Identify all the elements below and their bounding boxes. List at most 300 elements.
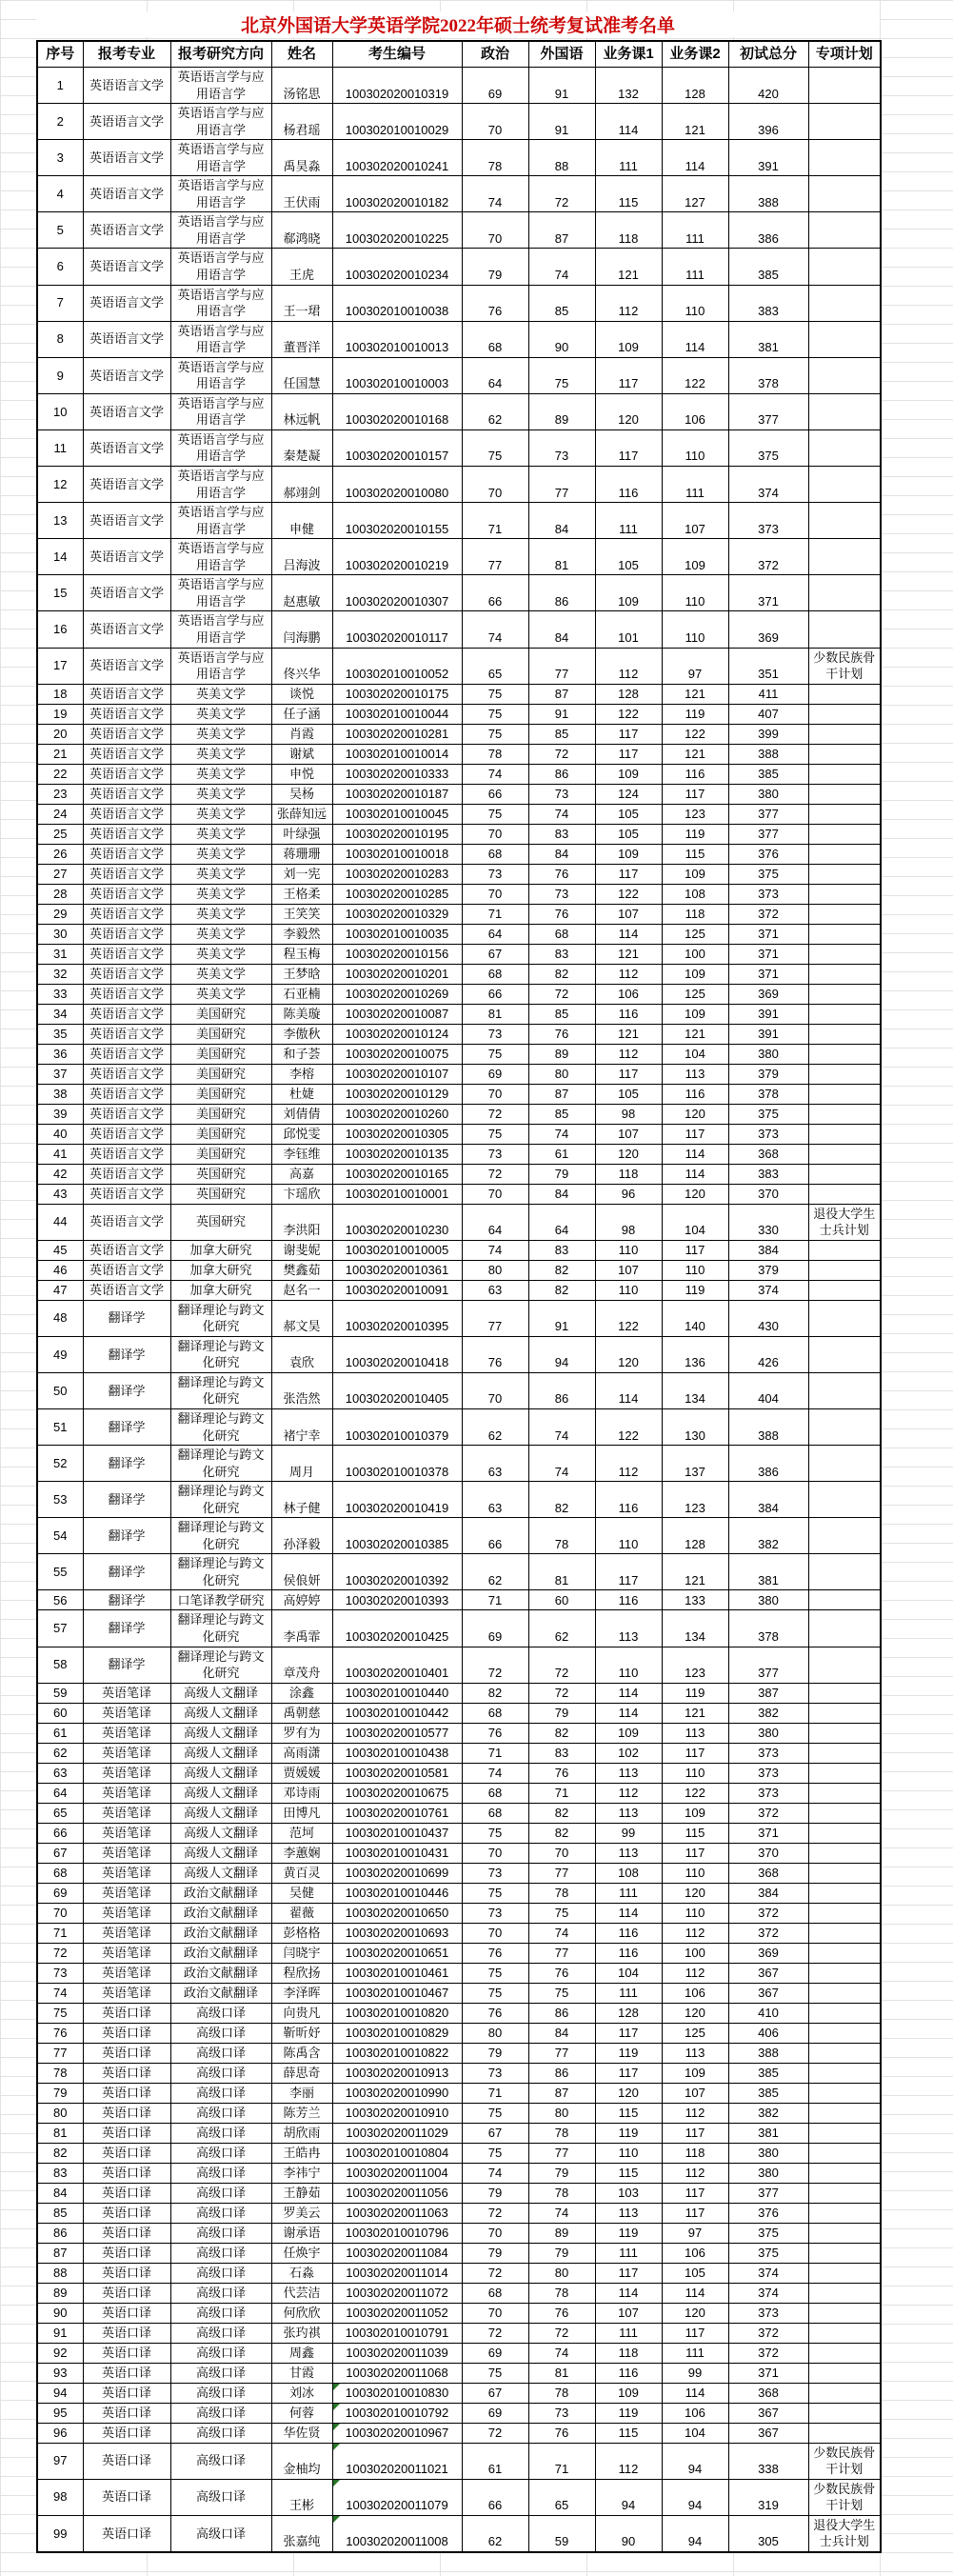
table-row <box>37 1446 881 1482</box>
name-cell: 杜婕 <box>271 1084 332 1104</box>
course2-score-cell: 109 <box>662 1803 728 1823</box>
name-cell: 张玓祺 <box>271 2323 332 2343</box>
serial-cell: 63 <box>37 1763 83 1783</box>
serial-cell: 24 <box>37 804 83 824</box>
name-cell: 刘一宪 <box>271 864 332 884</box>
major-cell: 英语口译 <box>83 2323 170 2343</box>
serial-cell: 35 <box>37 1024 83 1044</box>
course2-score-cell: 119 <box>662 1280 728 1300</box>
serial-cell: 5 <box>37 212 83 249</box>
serial-cell: 40 <box>37 1124 83 1144</box>
candidate-no-cell: 100302010010013 <box>332 321 462 357</box>
special-plan-cell <box>808 944 881 964</box>
table-row <box>37 964 881 984</box>
politics-score-cell: 63 <box>462 1280 528 1300</box>
course1-score-cell: 111 <box>595 1883 662 1903</box>
direction-cell: 加拿大研究 <box>170 1240 271 1260</box>
major-cell: 英语语言文学 <box>83 1084 170 1104</box>
serial-cell: 79 <box>37 2083 83 2103</box>
table-row <box>37 2143 881 2163</box>
course1-score-cell: 120 <box>595 2083 662 2103</box>
candidate-no-cell: 100302020010135 <box>332 1144 462 1164</box>
table-row <box>37 467 881 503</box>
candidate-no-cell: 100302020010269 <box>332 984 462 1004</box>
course1-score-cell: 111 <box>595 1983 662 2003</box>
serial-cell: 94 <box>37 2383 83 2403</box>
name-cell: 李洪阳 <box>271 1204 332 1240</box>
politics-score-cell: 74 <box>462 176 528 212</box>
course1-score-cell: 107 <box>595 904 662 924</box>
name-cell: 李傲秋 <box>271 1024 332 1044</box>
serial-cell: 92 <box>37 2343 83 2363</box>
direction-cell: 政治文献翻译 <box>170 1883 271 1903</box>
table-row <box>37 321 881 357</box>
name-cell: 谢承语 <box>271 2223 332 2243</box>
serial-cell: 78 <box>37 2063 83 2083</box>
total-score-cell: 367 <box>728 1963 808 1983</box>
name-cell: 谢斐妮 <box>271 1240 332 1260</box>
major-cell: 英语语言文学 <box>83 1124 170 1144</box>
direction-cell: 加拿大研究 <box>170 1260 271 1280</box>
major-cell: 英语语言文学 <box>83 176 170 212</box>
course2-score-cell: 125 <box>662 984 728 1004</box>
course2-score-cell: 100 <box>662 1943 728 1963</box>
candidate-no-cell: 100302020010581 <box>332 1763 462 1783</box>
course1-score-cell: 110 <box>595 1647 662 1683</box>
name-cell: 金柚均 <box>271 2443 332 2479</box>
politics-score-cell: 66 <box>462 1518 528 1554</box>
name-cell: 汤铭思 <box>271 68 332 104</box>
politics-score-cell: 79 <box>462 2043 528 2063</box>
course1-score-cell: 111 <box>595 503 662 539</box>
course2-score-cell: 140 <box>662 1300 728 1336</box>
total-score-cell: 385 <box>728 249 808 285</box>
course2-score-cell: 134 <box>662 1372 728 1408</box>
candidate-no-cell: 100302020010195 <box>332 824 462 844</box>
direction-cell: 英美文学 <box>170 784 271 804</box>
name-cell: 吴杨 <box>271 784 332 804</box>
major-cell: 英语语言文学 <box>83 744 170 764</box>
major-cell: 英语口译 <box>83 2403 170 2423</box>
name-cell: 何蓉 <box>271 2403 332 2423</box>
foreign-lang-score-cell: 89 <box>528 1044 595 1064</box>
course1-score-cell: 115 <box>595 2163 662 2183</box>
special-plan-cell <box>808 1647 881 1683</box>
total-score-cell: 330 <box>728 1204 808 1240</box>
candidate-no-cell: 100302020010230 <box>332 1204 462 1240</box>
name-cell: 程欣扬 <box>271 1963 332 1983</box>
foreign-lang-score-cell: 89 <box>528 393 595 429</box>
total-score-cell: 372 <box>728 2343 808 2363</box>
special-plan-cell <box>808 804 881 824</box>
course2-score-cell: 110 <box>662 285 728 321</box>
course2-score-cell: 112 <box>662 1963 728 1983</box>
course1-score-cell: 114 <box>595 924 662 944</box>
green-corner-marker-icon <box>333 2480 340 2486</box>
foreign-lang-score-cell: 85 <box>528 724 595 744</box>
direction-cell: 英美文学 <box>170 724 271 744</box>
politics-score-cell: 66 <box>462 784 528 804</box>
table-row <box>37 1144 881 1164</box>
total-score-cell: 305 <box>728 2515 808 2552</box>
course2-score-cell: 117 <box>662 1124 728 1144</box>
major-cell: 英语语言文学 <box>83 1144 170 1164</box>
table-row <box>37 704 881 724</box>
name-cell: 范坷 <box>271 1823 332 1843</box>
table-row <box>37 1703 881 1723</box>
name-cell: 任国慧 <box>271 357 332 393</box>
candidate-no-cell: 100302020010425 <box>332 1610 462 1647</box>
special-plan-cell <box>808 984 881 1004</box>
course2-score-cell: 120 <box>662 1184 728 1204</box>
total-score-cell: 373 <box>728 1783 808 1803</box>
direction-cell: 英美文学 <box>170 984 271 1004</box>
direction-cell: 英语语言学与应用语言学 <box>170 249 271 285</box>
special-plan-cell <box>808 1554 881 1590</box>
special-plan-cell <box>808 285 881 321</box>
serial-cell: 52 <box>37 1446 83 1482</box>
politics-score-cell: 70 <box>462 884 528 904</box>
special-plan-cell <box>808 1703 881 1723</box>
serial-cell: 33 <box>37 984 83 1004</box>
direction-cell: 英语语言学与应用语言学 <box>170 393 271 429</box>
special-plan-cell <box>808 393 881 429</box>
column-header: 初试总分 <box>728 41 808 68</box>
direction-cell: 高级人文翻译 <box>170 1803 271 1823</box>
course1-score-cell: 110 <box>595 1280 662 1300</box>
direction-cell: 翻译理论与跨文化研究 <box>170 1482 271 1518</box>
serial-cell: 77 <box>37 2043 83 2063</box>
direction-cell: 美国研究 <box>170 1144 271 1164</box>
foreign-lang-score-cell: 71 <box>528 1783 595 1803</box>
table-row <box>37 575 881 611</box>
direction-cell: 英语语言学与应用语言学 <box>170 503 271 539</box>
special-plan-cell <box>808 1803 881 1823</box>
total-score-cell: 379 <box>728 1260 808 1280</box>
foreign-lang-score-cell: 82 <box>528 1723 595 1743</box>
course1-score-cell: 121 <box>595 944 662 964</box>
table-row <box>37 539 881 575</box>
table-row <box>37 1024 881 1044</box>
major-cell: 英语语言文学 <box>83 467 170 503</box>
course2-score-cell: 114 <box>662 1144 728 1164</box>
direction-cell: 高级人文翻译 <box>170 1763 271 1783</box>
serial-cell: 95 <box>37 2403 83 2423</box>
direction-cell: 英美文学 <box>170 964 271 984</box>
table-row <box>37 611 881 648</box>
table-row <box>37 1260 881 1280</box>
special-plan-cell <box>808 140 881 176</box>
name-cell: 叶绿强 <box>271 824 332 844</box>
candidate-no-cell: 100302020011004 <box>332 2163 462 2183</box>
course1-score-cell: 116 <box>595 1004 662 1024</box>
major-cell: 英语语言文学 <box>83 924 170 944</box>
foreign-lang-score-cell: 86 <box>528 2003 595 2023</box>
table-row <box>37 1336 881 1372</box>
name-cell: 陈芳兰 <box>271 2103 332 2123</box>
total-score-cell: 367 <box>728 1983 808 2003</box>
major-cell: 英语语言文学 <box>83 68 170 104</box>
foreign-lang-score-cell: 91 <box>528 704 595 724</box>
major-cell: 英语语言文学 <box>83 575 170 611</box>
major-cell: 英语语言文学 <box>83 884 170 904</box>
table-row <box>37 357 881 393</box>
table-row <box>37 1590 881 1610</box>
politics-score-cell: 70 <box>462 1184 528 1204</box>
name-cell: 任焕宇 <box>271 2243 332 2263</box>
special-plan-cell <box>808 2323 881 2343</box>
foreign-lang-score-cell: 84 <box>528 611 595 648</box>
table-row <box>37 1164 881 1184</box>
table-row <box>37 393 881 429</box>
column-header: 序号 <box>37 41 83 68</box>
total-score-cell: 380 <box>728 1044 808 1064</box>
course2-score-cell: 110 <box>662 1863 728 1883</box>
serial-cell: 91 <box>37 2323 83 2343</box>
serial-cell: 11 <box>37 429 83 466</box>
direction-cell: 高级口译 <box>170 2479 271 2515</box>
table-row <box>37 2123 881 2143</box>
name-cell: 和子荟 <box>271 1044 332 1064</box>
name-cell: 禹昊淼 <box>271 140 332 176</box>
name-cell: 贾媛媛 <box>271 1763 332 1783</box>
serial-cell: 98 <box>37 2479 83 2515</box>
direction-cell: 翻译理论与跨文化研究 <box>170 1610 271 1647</box>
table-row <box>37 2479 881 2515</box>
course2-score-cell: 111 <box>662 249 728 285</box>
name-cell: 董晋洋 <box>271 321 332 357</box>
course2-score-cell: 110 <box>662 1763 728 1783</box>
table-row <box>37 2203 881 2223</box>
course1-score-cell: 121 <box>595 249 662 285</box>
total-score-cell: 382 <box>728 2103 808 2123</box>
foreign-lang-score-cell: 80 <box>528 1064 595 1084</box>
serial-cell: 89 <box>37 2283 83 2303</box>
course2-score-cell: 116 <box>662 764 728 784</box>
direction-cell: 英国研究 <box>170 1164 271 1184</box>
major-cell: 英语语言文学 <box>83 285 170 321</box>
course1-score-cell: 112 <box>595 1783 662 1803</box>
politics-score-cell: 69 <box>462 2343 528 2363</box>
foreign-lang-score-cell: 84 <box>528 1184 595 1204</box>
foreign-lang-score-cell: 78 <box>528 1518 595 1554</box>
course1-score-cell: 117 <box>595 744 662 764</box>
table-row <box>37 824 881 844</box>
serial-cell: 97 <box>37 2443 83 2479</box>
table-row <box>37 2023 881 2043</box>
candidate-no-cell: 100302010010014 <box>332 744 462 764</box>
table-row <box>37 1104 881 1124</box>
major-cell: 翻译学 <box>83 1482 170 1518</box>
direction-cell: 美国研究 <box>170 1084 271 1104</box>
name-cell: 涂鑫 <box>271 1683 332 1703</box>
serial-cell: 1 <box>37 68 83 104</box>
course2-score-cell: 133 <box>662 1590 728 1610</box>
course1-score-cell: 132 <box>595 68 662 104</box>
name-cell: 王彬 <box>271 2479 332 2515</box>
course1-score-cell: 113 <box>595 1803 662 1823</box>
foreign-lang-score-cell: 76 <box>528 1024 595 1044</box>
special-plan-cell <box>808 764 881 784</box>
direction-cell: 高级口译 <box>170 2223 271 2243</box>
politics-score-cell: 74 <box>462 611 528 648</box>
course1-score-cell: 114 <box>595 1703 662 1723</box>
candidate-no-cell: 100302010010378 <box>332 1446 462 1482</box>
serial-cell: 10 <box>37 393 83 429</box>
foreign-lang-score-cell: 88 <box>528 140 595 176</box>
foreign-lang-score-cell: 78 <box>528 2123 595 2143</box>
total-score-cell: 370 <box>728 1843 808 1863</box>
course2-score-cell: 120 <box>662 2003 728 2023</box>
total-score-cell: 374 <box>728 2283 808 2303</box>
course1-score-cell: 117 <box>595 864 662 884</box>
course2-score-cell: 120 <box>662 1104 728 1124</box>
politics-score-cell: 75 <box>462 1823 528 1843</box>
course2-score-cell: 109 <box>662 539 728 575</box>
serial-cell: 32 <box>37 964 83 984</box>
special-plan-cell <box>808 824 881 844</box>
course1-score-cell: 122 <box>595 704 662 724</box>
course1-score-cell: 115 <box>595 2423 662 2443</box>
foreign-lang-score-cell: 77 <box>528 2143 595 2163</box>
serial-cell: 43 <box>37 1184 83 1204</box>
special-plan-cell <box>808 1280 881 1300</box>
politics-score-cell: 75 <box>462 1883 528 1903</box>
total-score-cell: 377 <box>728 393 808 429</box>
table-row <box>37 2183 881 2203</box>
serial-cell: 69 <box>37 1883 83 1903</box>
candidate-no-cell: 100302020010307 <box>332 575 462 611</box>
foreign-lang-score-cell: 72 <box>528 2323 595 2343</box>
total-score-cell: 369 <box>728 611 808 648</box>
politics-score-cell: 62 <box>462 393 528 429</box>
foreign-lang-score-cell: 82 <box>528 1280 595 1300</box>
direction-cell: 英语语言学与应用语言学 <box>170 575 271 611</box>
serial-cell: 44 <box>37 1204 83 1240</box>
total-score-cell: 376 <box>728 844 808 864</box>
serial-cell: 25 <box>37 824 83 844</box>
course1-score-cell: 96 <box>595 1184 662 1204</box>
foreign-lang-score-cell: 82 <box>528 1803 595 1823</box>
politics-score-cell: 71 <box>462 1743 528 1763</box>
candidate-no-cell: 100302020010117 <box>332 611 462 648</box>
candidate-no-cell: 100302020011021 <box>332 2443 462 2479</box>
foreign-lang-score-cell: 90 <box>528 321 595 357</box>
table-row <box>37 503 881 539</box>
table-row <box>37 1408 881 1445</box>
candidate-no-cell: 100302020011056 <box>332 2183 462 2203</box>
total-score-cell: 381 <box>728 2123 808 2143</box>
total-score-cell: 372 <box>728 2323 808 2343</box>
direction-cell: 高级口译 <box>170 2383 271 2403</box>
course1-score-cell: 119 <box>595 2123 662 2143</box>
foreign-lang-score-cell: 81 <box>528 2363 595 2383</box>
major-cell: 英语语言文学 <box>83 944 170 964</box>
total-score-cell: 388 <box>728 1408 808 1445</box>
major-cell: 英语语言文学 <box>83 1184 170 1204</box>
table-row <box>37 212 881 249</box>
major-cell: 英语口译 <box>83 2423 170 2443</box>
politics-score-cell: 76 <box>462 1723 528 1743</box>
foreign-lang-score-cell: 78 <box>528 2383 595 2403</box>
special-plan-cell <box>808 1903 881 1923</box>
course2-score-cell: 120 <box>662 1883 728 1903</box>
special-plan-cell <box>808 2303 881 2323</box>
special-plan-cell <box>808 1044 881 1064</box>
foreign-lang-score-cell: 87 <box>528 684 595 704</box>
candidate-no-cell: 100302020010219 <box>332 539 462 575</box>
direction-cell: 高级口译 <box>170 2143 271 2163</box>
special-plan-cell <box>808 2023 881 2043</box>
serial-cell: 84 <box>37 2183 83 2203</box>
politics-score-cell: 64 <box>462 1204 528 1240</box>
politics-score-cell: 80 <box>462 2023 528 2043</box>
direction-cell: 政治文献翻译 <box>170 1943 271 1963</box>
politics-score-cell: 71 <box>462 503 528 539</box>
course2-score-cell: 107 <box>662 503 728 539</box>
special-plan-cell <box>808 1590 881 1610</box>
direction-cell: 英美文学 <box>170 884 271 904</box>
name-cell: 陈禹含 <box>271 2043 332 2063</box>
total-score-cell: 373 <box>728 2303 808 2323</box>
course2-score-cell: 110 <box>662 575 728 611</box>
foreign-lang-score-cell: 81 <box>528 539 595 575</box>
politics-score-cell: 67 <box>462 944 528 964</box>
table-header-row <box>37 41 881 68</box>
politics-score-cell: 75 <box>462 724 528 744</box>
table-row <box>37 2063 881 2083</box>
table-row <box>37 176 881 212</box>
candidate-no-cell: 100302020010990 <box>332 2083 462 2103</box>
politics-score-cell: 62 <box>462 1408 528 1445</box>
course2-score-cell: 109 <box>662 2063 728 2083</box>
name-cell: 章茂舟 <box>271 1647 332 1683</box>
major-cell: 英语语言文学 <box>83 1164 170 1184</box>
foreign-lang-score-cell: 85 <box>528 1004 595 1024</box>
candidate-no-cell: 100302020011039 <box>332 2343 462 2363</box>
course1-score-cell: 116 <box>595 1923 662 1943</box>
candidate-no-cell: 100302010010822 <box>332 2043 462 2063</box>
course1-score-cell: 113 <box>595 1843 662 1863</box>
foreign-lang-score-cell: 86 <box>528 575 595 611</box>
special-plan-cell <box>808 904 881 924</box>
course2-score-cell: 136 <box>662 1336 728 1372</box>
foreign-lang-score-cell: 87 <box>528 2083 595 2103</box>
candidate-no-cell: 100302020011084 <box>332 2243 462 2263</box>
total-score-cell: 375 <box>728 2223 808 2243</box>
course2-score-cell: 117 <box>662 1743 728 1763</box>
direction-cell: 高级口译 <box>170 2443 271 2479</box>
direction-cell: 高级口译 <box>170 2003 271 2023</box>
major-cell: 英语语言文学 <box>83 429 170 466</box>
direction-cell: 美国研究 <box>170 1124 271 1144</box>
course2-score-cell: 115 <box>662 1823 728 1843</box>
politics-score-cell: 70 <box>462 2223 528 2243</box>
politics-score-cell: 68 <box>462 1703 528 1723</box>
name-cell: 高嘉 <box>271 1164 332 1184</box>
serial-cell: 4 <box>37 176 83 212</box>
name-cell: 李榕 <box>271 1064 332 1084</box>
course2-score-cell: 118 <box>662 2143 728 2163</box>
course1-score-cell: 111 <box>595 2243 662 2263</box>
table-row <box>37 2515 881 2552</box>
table-row <box>37 1823 881 1843</box>
politics-score-cell: 68 <box>462 964 528 984</box>
foreign-lang-score-cell: 84 <box>528 2023 595 2043</box>
major-cell: 翻译学 <box>83 1300 170 1336</box>
major-cell: 英语口译 <box>83 2223 170 2243</box>
course2-score-cell: 105 <box>662 2263 728 2283</box>
